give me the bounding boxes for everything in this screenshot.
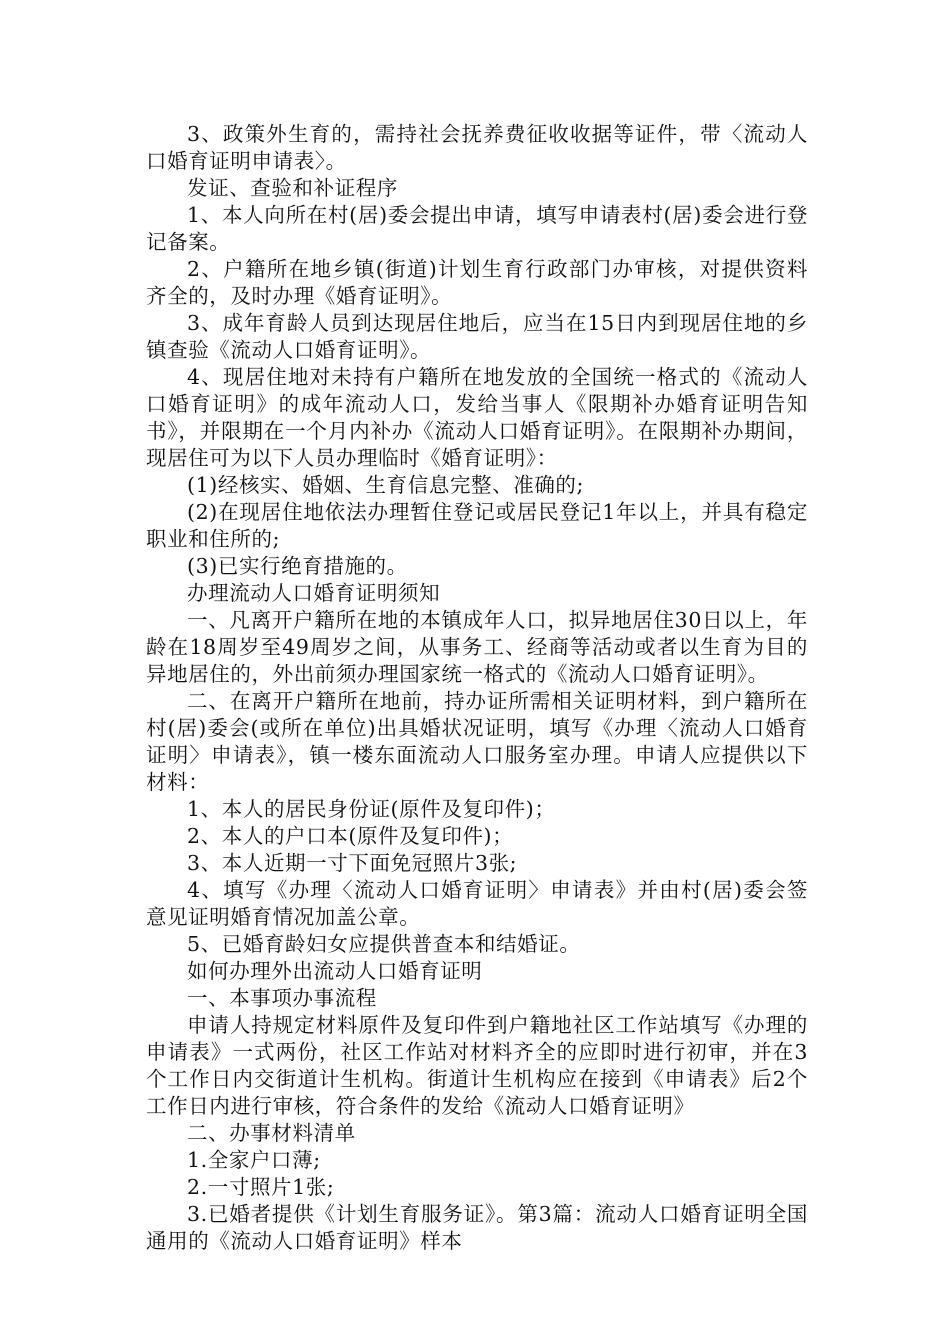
paragraph-notice-1: 一、凡离开户籍所在地的本镇成年人口，拟异地居住30日以上，年龄在18周岁至49周岁之间，从事务工、经商等活动或者以生育为目的异地居住的，外出前须办理国家统一格式的《流动人口婚育证明》。 bbox=[146, 608, 808, 686]
paragraph-material-3: 3、本人近期一寸下面免冠照片3张; bbox=[187, 851, 518, 875]
paragraph-notice-2: 二、在离开户籍所在地前，持办证所需相关证明材料，到户籍所在村(居)委会(或所在单位)出具婚状况证明，填写《办理〈流动人口婚育证明〉申请表》，镇一楼东面流动人口服务室办理。申请人应提供以下材料： bbox=[146, 689, 808, 794]
heading-notice: 办理流动人口婚育证明须知 bbox=[187, 581, 441, 605]
paragraph-list-item-2: 2.一寸照片1张; bbox=[187, 1175, 335, 1199]
paragraph-material-4: 4、填写《办理〈流动人口婚育证明〉申请表》并由村(居)委会签意见证明婚育情况加盖公章。 bbox=[146, 878, 808, 929]
paragraph-temp-condition-3: (3)已实行绝育措施的。 bbox=[187, 554, 408, 578]
paragraph-step-4: 4、现居住地对未持有户籍所在地发放的全国统一格式的《流动人口婚育证明》的成年流动人口，发给当事人《限期补办婚育证明告知书》，并限期在一个月内补办《流动人口婚育证明》。在限期补办期间，现居住可为以下人员办理临时《婚育证明》： bbox=[146, 365, 808, 470]
paragraph-step-2: 2、户籍所在地乡镇(街道)计划生育行政部门办审核，对提供资料齐全的，及时办理《婚育证明》。 bbox=[146, 257, 808, 308]
paragraph-temp-condition-2: (2)在现居住地依法办理暂住登记或居民登记1年以上，并具有稳定职业和住所的; bbox=[146, 500, 808, 551]
heading-issuance-procedure: 发证、查验和补证程序 bbox=[187, 176, 398, 200]
heading-material-list: 二、办事材料清单 bbox=[187, 1121, 356, 1145]
paragraph-step-1: 1、本人向所在村(居)委会提出申请，填写申请表村(居)委会进行登记备案。 bbox=[146, 203, 808, 254]
paragraph-material-2: 2、本人的户口本(原件及复印件)； bbox=[187, 824, 514, 848]
paragraph-list-item-3: 3.已婚者提供《计划生育服务证》。第3篇：流动人口婚育证明全国通用的《流动人口婚育证明》样本 bbox=[146, 1202, 808, 1253]
paragraph-material-1: 1、本人的居民身份证(原件及复印件)； bbox=[187, 797, 556, 821]
paragraph-process-detail: 申请人持规定材料原件及复印件到户籍地社区工作站填写《办理的申请表》一式两份，社区工作站对材料齐全的应即时进行初审，并在3个工作日内交街道计生机构。街道计生机构应在接到《申请表》后2个工作日内进行审核，符合条件的发给《流动人口婚育证明》 bbox=[146, 1013, 808, 1118]
paragraph-step-3: 3、成年育龄人员到达现居住地后，应当在15日内到现居住地的乡镇查验《流动人口婚育证明》。 bbox=[146, 311, 808, 362]
paragraph-list-item-1: 1.全家户口薄; bbox=[187, 1148, 321, 1172]
heading-how-to-apply: 如何办理外出流动人口婚育证明 bbox=[187, 959, 483, 983]
heading-process: 一、本事项办事流程 bbox=[187, 986, 377, 1010]
paragraph-policy-outside-birth: 3、政策外生育的，需持社会抚养费征收收据等证件，带〈流动人口婚育证明申请表〉。 bbox=[146, 122, 808, 173]
document-body bbox=[146, 121, 808, 1255]
paragraph-material-5: 5、已婚育龄妇女应提供普查本和结婚证。 bbox=[187, 932, 581, 956]
paragraph-temp-condition-1: (1)经核实、婚姻、生育信息完整、准确的; bbox=[187, 473, 585, 497]
